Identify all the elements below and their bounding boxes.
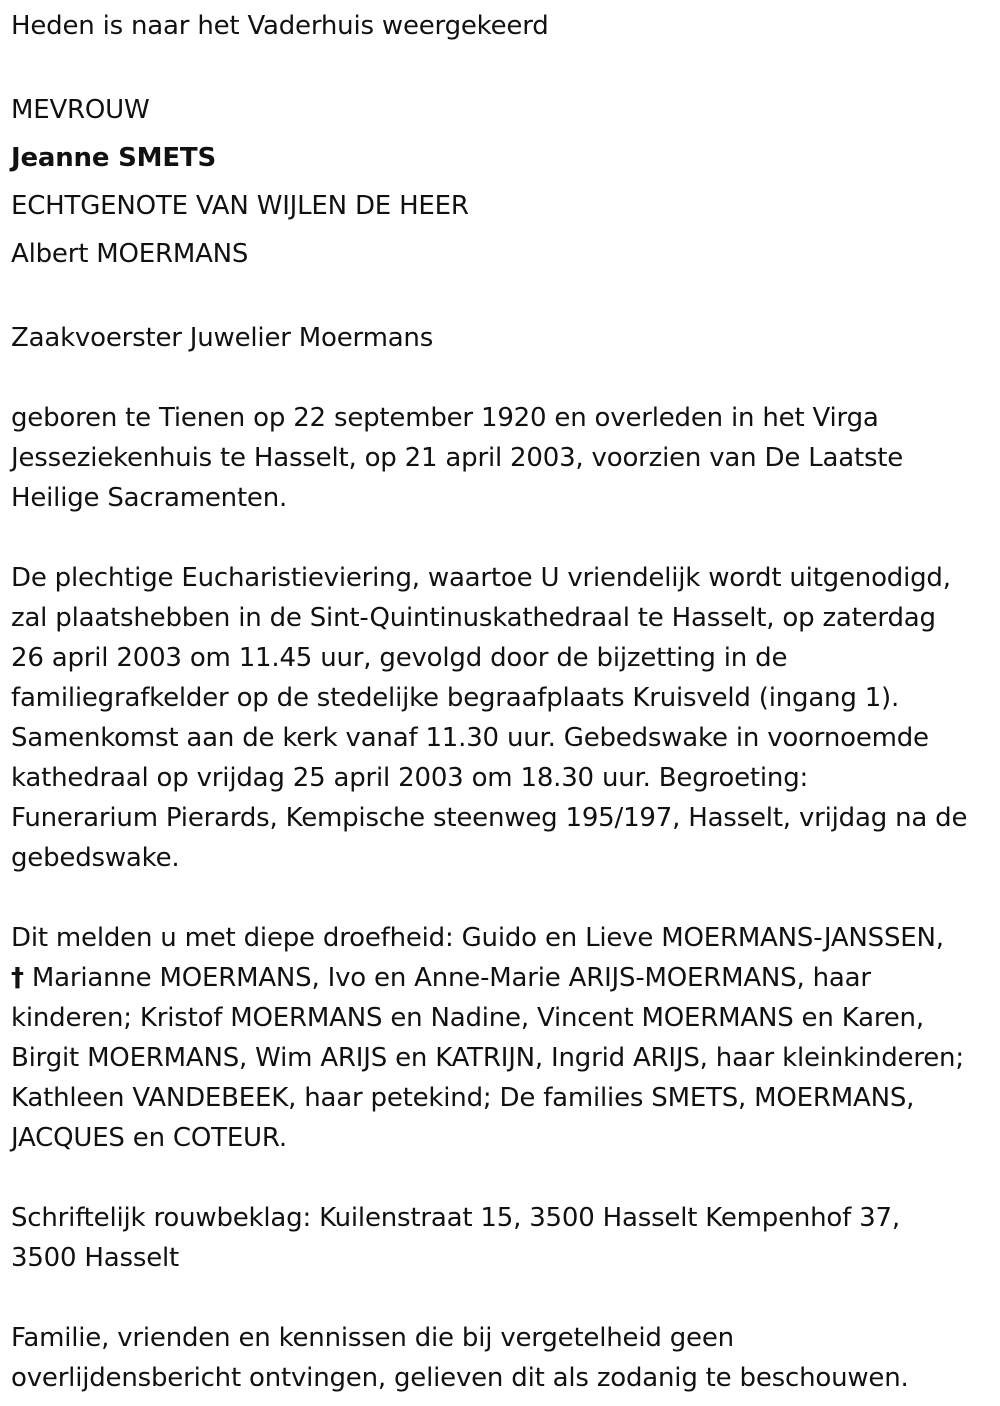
paragraph-line: gebedswake. [11, 843, 180, 873]
family-paragraph [11, 918, 993, 1158]
paragraph-line: JACQUES en COTEUR. [11, 1123, 287, 1153]
spacer [11, 878, 993, 918]
paragraph-line: Heilige Sacramenten. [11, 483, 288, 513]
closing-paragraph [11, 1318, 993, 1398]
paragraph-line: Familie, vrienden en kennissen die bij vergetelheid geen [11, 1323, 734, 1353]
paragraph-line: Dit melden u met diepe droefheid: Guido en Lieve MOERMANS-JANSSEN, [11, 923, 944, 953]
spacer [11, 1158, 993, 1198]
cross-icon: † [11, 963, 24, 993]
paragraph-line: Jesseziekenhuis te Hasselt, op 21 april 2003, voorzien van De Laatste [11, 443, 904, 473]
paragraph-line [11, 958, 993, 998]
paragraph-line: Samenkomst aan de kerk vanaf 11.30 uur. Gebedswake in voornoemde [11, 723, 929, 753]
paragraph-text: Marianne MOERMANS, Ivo en Anne-Marie ARIJS-MOERMANS, haar [23, 963, 871, 993]
condolences-paragraph [11, 1198, 993, 1278]
ceremony-paragraph [11, 558, 993, 878]
paragraph-line: Birgit MOERMANS, Wim ARIJS en KATRIJN, Ingrid ARIJS, haar kleinkinderen; [11, 1043, 964, 1073]
paragraph-line: kathedraal op vrijdag 25 april 2003 om 18.30 uur. Begroeting: [11, 763, 809, 793]
spacer [11, 518, 993, 558]
birth-paragraph [11, 398, 993, 518]
paragraph-line: overlijdensbericht ontvingen, gelieven dit als zodanig te beschouwen. [11, 1363, 909, 1393]
paragraph-line: De plechtige Eucharistieviering, waartoe U vriendelijk wordt uitgenodigd, [11, 563, 951, 593]
paragraph-line: 3500 Hasselt [11, 1243, 180, 1273]
paragraph-line: geboren te Tienen op 22 september 1920 en overleden in het Virga [11, 403, 879, 433]
obituary-notice [11, 6, 993, 1398]
spacer [11, 46, 993, 86]
paragraph-line: familiegrafkelder op de stedelijke begraafplaats Kruisveld (ingang 1). [11, 683, 900, 713]
intro-text: Heden is naar het Vaderhuis weergekeerd [11, 11, 549, 41]
paragraph-line: kinderen; Kristof MOERMANS en Nadine, Vincent MOERMANS en Karen, [11, 1003, 924, 1033]
occupation: Zaakvoerster Juwelier Moermans [11, 323, 434, 353]
paragraph-line: Schriftelijk rouwbeklag: Kuilenstraat 15, 3500 Hasselt Kempenhof 37, [11, 1203, 900, 1233]
deceased-name: Jeanne SMETS [11, 143, 216, 173]
paragraph-line: Kathleen VANDEBEEK, haar petekind; De families SMETS, MOERMANS, [11, 1083, 915, 1113]
spouse-title: ECHTGENOTE VAN WIJLEN DE HEER [11, 191, 469, 221]
spacer [11, 358, 993, 398]
spacer [11, 1278, 993, 1318]
paragraph-line: Funerarium Pierards, Kempische steenweg 195/197, Hasselt, vrijdag na de [11, 803, 968, 833]
title-mevrouw: MEVROUW [11, 95, 150, 125]
spouse-name: Albert MOERMANS [11, 239, 249, 269]
paragraph-line: 26 april 2003 om 11.45 uur, gevolgd door de bijzetting in de [11, 643, 788, 673]
paragraph-line: zal plaatshebben in de Sint-Quintinuskathedraal te Hasselt, op zaterdag [11, 603, 936, 633]
spacer [11, 278, 993, 318]
